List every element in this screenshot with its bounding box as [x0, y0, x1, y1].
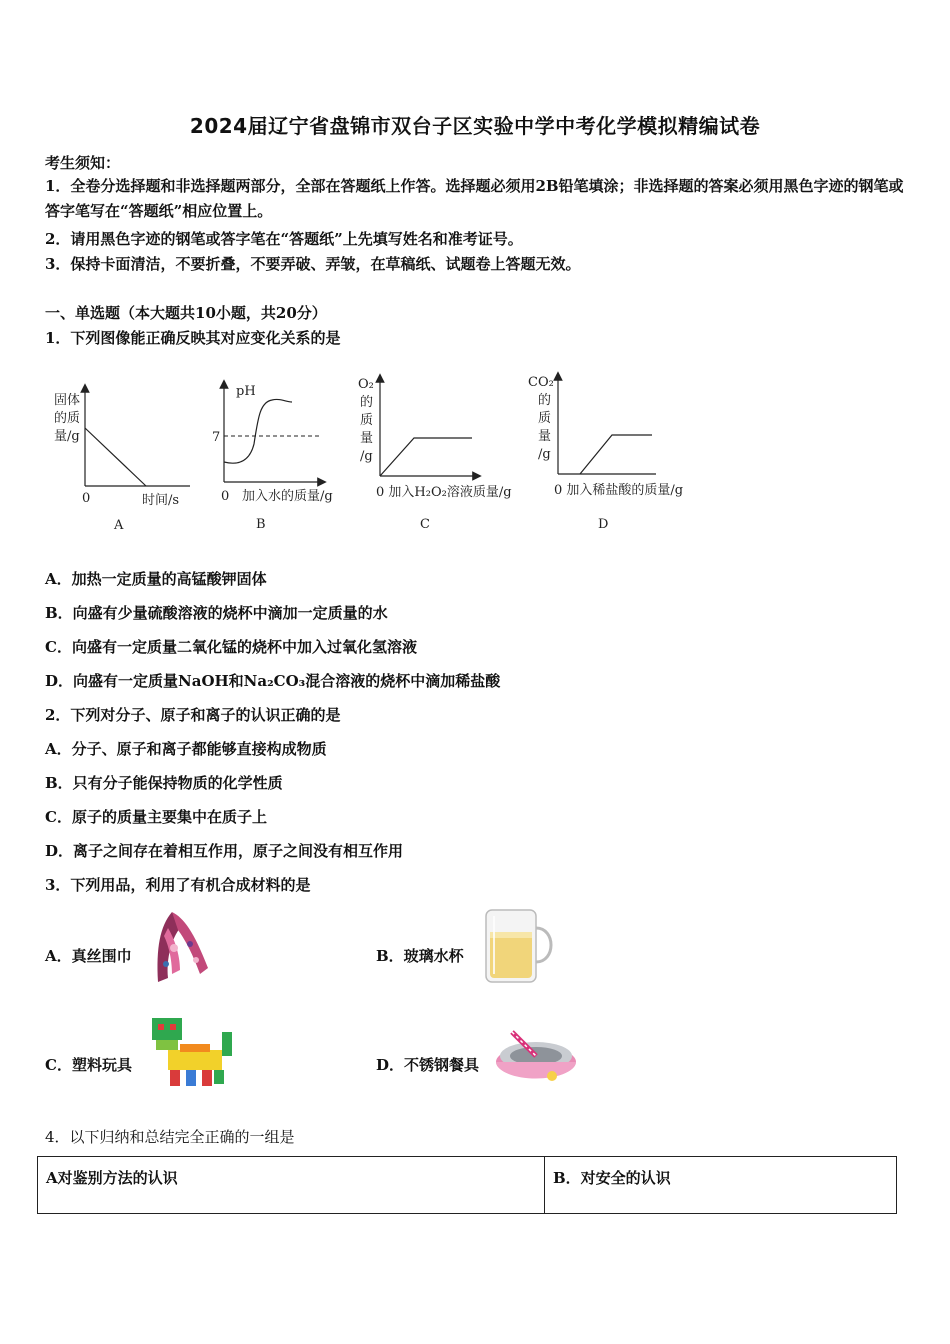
graph-a-ylabel-1: 固体	[54, 393, 81, 408]
graph-b-letter: B	[256, 517, 266, 532]
section-heading: 一、单选题（本大题共10小题，共20分）	[45, 304, 327, 322]
notice-item-3: 3．保持卡面清洁，不要折叠，不要弄破、弄皱，在草稿纸、试题卷上答题无效。	[45, 255, 581, 273]
question-2-stem: 2．下列对分子、原子和离子的认识正确的是	[45, 706, 341, 724]
graph-c-letter: C	[420, 517, 430, 532]
graph-d-xlabel: 0 加入稀盐酸的质量/g	[554, 483, 684, 498]
graph-b	[210, 378, 360, 540]
page-title: 2024届辽宁省盘锦市双台子区实验中学中考化学模拟精编试卷	[189, 114, 761, 138]
graph-c-ylabel-3: 质	[360, 413, 374, 428]
graph-b-origin: 0	[221, 489, 230, 504]
graph-a-ylabel-2: 的质	[54, 411, 81, 426]
graph-d	[524, 370, 702, 540]
notice-item-1: 1．全卷分选择题和非选择题两部分，全部在答题纸上作答。选择题必须用2B铅笔填涂；非选择题的答案必须用黑色字迹的钢笔或答字笔写在“答题纸”相应位置上。	[45, 177, 904, 220]
graph-d-ylabel-5: /g	[538, 447, 551, 462]
question-1-stem: 1．下列图像能正确反映其对应变化关系的是	[45, 329, 341, 347]
graph-a	[48, 380, 198, 540]
graph-c-line	[380, 438, 472, 476]
glass-cup-image	[480, 906, 560, 986]
q1-option-d: D．向盛有一定质量NaOH和Na₂CO₃混合溶液的烧杯中滴加稀盐酸	[45, 672, 501, 690]
q2-option-c: C．原子的质量主要集中在质子上	[45, 808, 267, 826]
graph-c-xlabel: 0 加入H₂O₂溶液质量/g	[376, 485, 512, 500]
graph-a-origin: 0	[82, 491, 91, 506]
q3-option-a: A．真丝围巾	[45, 947, 132, 965]
stainless-bowl-image	[492, 1026, 582, 1092]
graph-d-line	[580, 435, 652, 474]
q1-option-a: A．加热一定质量的高锰酸钾固体	[45, 570, 267, 588]
graph-b-ylabel: pH	[236, 384, 256, 399]
graph-c-ylabel-5: /g	[360, 449, 373, 464]
q3-option-d: D．不锈钢餐具	[376, 1056, 480, 1074]
notice-heading: 考生须知：	[45, 154, 121, 172]
graph-b-mark: 7	[212, 430, 221, 445]
q2-option-d: D．离子之间存在着相互作用，原子之间没有相互作用	[45, 842, 404, 860]
graph-a-letter: A	[114, 518, 124, 533]
graph-c	[352, 372, 527, 540]
q2-option-a: A．分子、原子和离子都能够直接构成物质	[45, 740, 327, 758]
notice-item-2: 2．请用黑色字迹的钢笔或答字笔在“答题纸”上先填写姓名和准考证号。	[45, 230, 523, 248]
q2-option-b: B．只有分子能保持物质的化学性质	[45, 774, 283, 792]
graph-d-letter: D	[598, 517, 609, 532]
graph-b-curve	[224, 399, 292, 463]
graph-d-ylabel-1: CO₂	[528, 375, 554, 390]
q4-table-cell-a: A对鉴别方法的认识	[38, 1157, 545, 1214]
question-3-stem: 3．下列用品，利用了有机合成材料的是	[45, 876, 311, 894]
q1-option-c: C．向盛有一定质量二氧化锰的烧杯中加入过氧化氢溶液	[45, 638, 417, 656]
silk-scarf-image	[150, 908, 212, 986]
q3-option-c: C．塑料玩具	[45, 1056, 132, 1074]
plastic-toy-image	[146, 1014, 246, 1090]
graph-c-ylabel-4: 量	[360, 431, 374, 446]
graph-c-ylabel-2: 的	[360, 395, 374, 410]
q3-option-b: B．玻璃水杯	[376, 947, 464, 965]
graph-d-ylabel-3: 质	[538, 411, 552, 426]
graph-a-ylabel-3: 量/g	[54, 429, 80, 444]
graph-b-xlabel: 加入水的质量/g	[242, 489, 333, 504]
question-4-stem: 4．以下归纳和总结完全正确的一组是	[45, 1128, 295, 1146]
graph-d-ylabel-4: 量	[538, 429, 552, 444]
graph-a-line	[85, 428, 146, 486]
graph-a-xlabel: 时间/s	[142, 493, 180, 508]
q4-table	[37, 1156, 897, 1214]
graph-c-ylabel-1: O₂	[358, 377, 374, 392]
q4-table-cell-b: B．对安全的认识	[545, 1157, 897, 1214]
graph-d-ylabel-2: 的	[538, 393, 552, 408]
q1-option-b: B．向盛有少量硫酸溶液的烧杯中滴加一定质量的水	[45, 604, 388, 622]
